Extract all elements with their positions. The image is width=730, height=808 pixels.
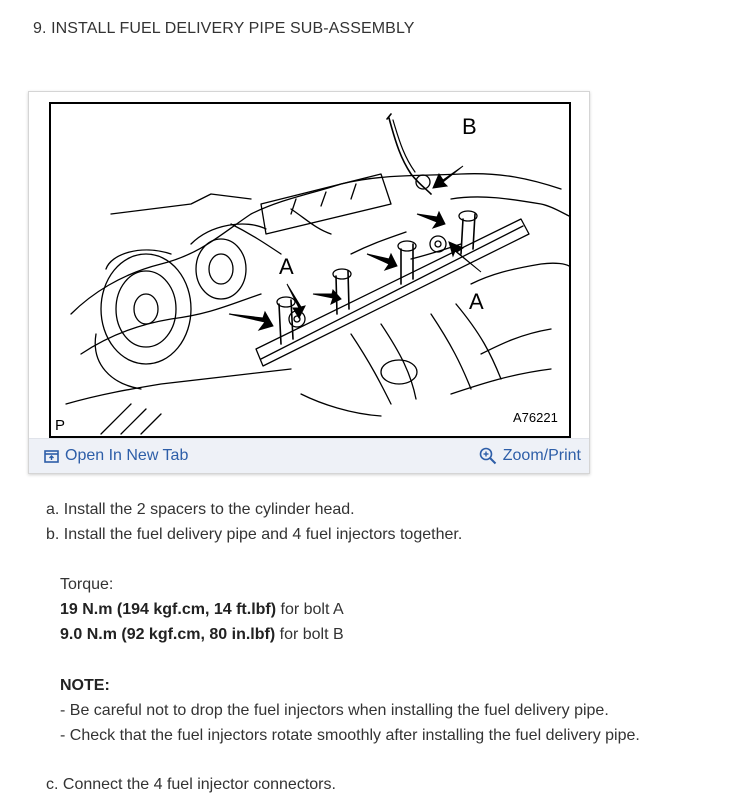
- note-item: - Check that the fuel injectors rotate smoothly after installing the fuel delivery pipe.: [60, 727, 640, 744]
- note-block: [60, 676, 640, 751]
- torque-bolt-b-value: 9.0 N.m (92 kgf.cm, 80 in.lbf): [60, 626, 276, 643]
- figure-toolbar: [29, 438, 589, 473]
- zoom-print-label: Zoom/Print: [502, 447, 581, 464]
- torque-bolt-a-value: 19 N.m (194 kgf.cm, 14 ft.lbf): [60, 601, 277, 618]
- instruction-c: c. Connect the 4 fuel injector connectors.: [46, 776, 336, 793]
- engine-diagram[interactable]: [49, 102, 571, 438]
- step-title: 9. INSTALL FUEL DELIVERY PIPE SUB-ASSEMBLY: [33, 20, 415, 37]
- callout-a-right: A: [469, 289, 484, 314]
- note-item: - Be careful not to drop the fuel injectors when installing the fuel delivery pipe.: [60, 702, 609, 719]
- callout-a-left: A: [279, 254, 294, 279]
- note-heading: NOTE:: [60, 677, 110, 694]
- engine-illustration: [51, 104, 569, 436]
- torque-bolt-b: [60, 625, 344, 650]
- zoom-icon: [479, 447, 497, 465]
- open-tab-icon: [44, 449, 59, 464]
- torque-bolt-b-suffix: for bolt B: [275, 626, 344, 643]
- open-in-new-tab-link[interactable]: [44, 447, 188, 465]
- figure-id: A76221: [513, 410, 558, 425]
- torque-bolt-a: [60, 600, 344, 625]
- torque-spec: [60, 575, 344, 650]
- instruction-a: a. Install the 2 spacers to the cylinder head.: [46, 501, 355, 518]
- fuel-line: [387, 114, 431, 194]
- callout-b: B: [462, 114, 477, 139]
- open-in-new-tab-label: Open In New Tab: [65, 447, 189, 464]
- instruction-list: [46, 500, 462, 550]
- torque-bolt-a-suffix: for bolt A: [276, 601, 344, 618]
- corner-label: P: [55, 417, 66, 434]
- torque-label: Torque:: [60, 576, 114, 593]
- instruction-b: b. Install the fuel delivery pipe and 4 fuel injectors together.: [46, 526, 463, 543]
- zoom-print-link[interactable]: [479, 447, 581, 465]
- figure-card: [28, 91, 590, 474]
